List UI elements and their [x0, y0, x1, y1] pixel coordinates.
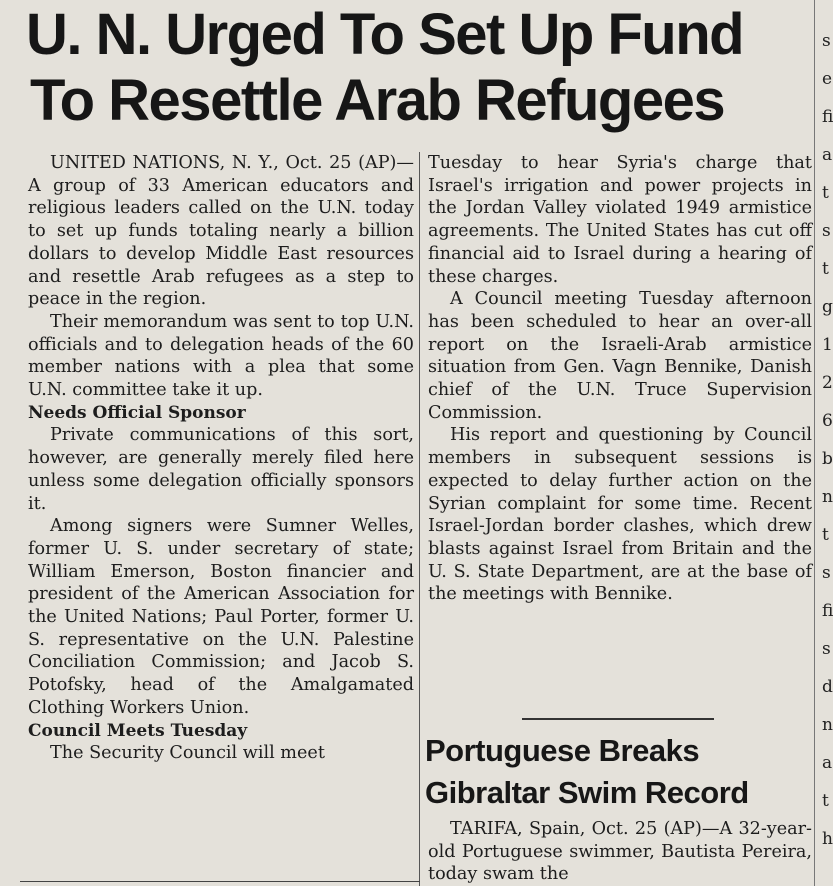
edge-letter: a — [822, 145, 833, 165]
article-paragraph: Tuesday to hear Syria's charge that Israel's irrigation and power projects in the Jordan Valley violated 1949 armistice agreements. The United States has cut off financial aid to Israel during a hearing of these charges. — [428, 153, 812, 287]
edge-letter: 1 — [822, 335, 833, 355]
article-paragraph: Among signers were Sumner Welles, former U. S. under secretary of state; William Emerson, Boston financier and president of the American Association for the United Nations; Paul Porter, former U. S. representative on the U.N. Palestine Conciliation Commission; and Jacob S. Potofsky, head of the Amalgamated Clothing Workers Union. — [28, 516, 414, 718]
second-headline-line-2: Gibraltar Swim Record — [425, 775, 749, 810]
second-story-column — [428, 818, 812, 886]
article-paragraph: Private communications of this sort, however, are generally merely filed here unless some delegation officially sponsors it. — [28, 425, 414, 514]
article-paragraph: UNITED NATIONS, N. Y., Oct. 25 (AP)—A group of 33 American educators and religious leaders called on the U.N. today to set up funds totaling nearly a billion dollars to develop Middle East resources and resettle Arab refugees as a step to peace in the region. — [28, 153, 414, 310]
edge-letter: s — [822, 31, 831, 51]
article-paragraph: The Security Council will meet — [50, 743, 325, 764]
subheading: Needs Official Sponsor — [28, 402, 246, 423]
second-headline-line-1: Portuguese Breaks — [425, 733, 700, 768]
headline-line-1: U. N. Urged To Set Up Fund — [26, 2, 744, 67]
right-column — [428, 152, 812, 606]
edge-letter: s — [822, 639, 831, 659]
edge-letter: b — [822, 449, 833, 469]
subheading: Council Meets Tuesday — [28, 720, 248, 741]
left-column — [28, 152, 414, 765]
edge-letter: 6 — [822, 411, 833, 431]
bottom-rule — [20, 881, 420, 882]
edge-letter: n — [822, 487, 833, 507]
edge-letter: fi — [822, 601, 833, 621]
second-headline — [425, 730, 805, 814]
column-divider — [419, 152, 420, 886]
edge-letter: e — [822, 69, 833, 89]
edge-letter: fi — [822, 107, 833, 127]
article-paragraph: A Council meeting Tuesday afternoon has been scheduled to hear an over-all report on the Israeli-Arab armistice situation from Gen. Vagn Bennike, Danish chief of the U.N. Truce Supervision Commission. — [428, 289, 812, 423]
edge-letter: t — [822, 525, 829, 545]
edge-letter: g — [822, 297, 833, 317]
edge-letter: h — [822, 829, 833, 849]
edge-letter: s — [822, 563, 831, 583]
main-headline — [26, 2, 816, 134]
edge-letter: t — [822, 791, 829, 811]
edge-column-divider — [814, 0, 815, 886]
headline-line-2: To Resettle Arab Refugees — [30, 68, 725, 133]
edge-letter: t — [822, 259, 829, 279]
edge-letter: t — [822, 183, 829, 203]
article-paragraph: Their memorandum was sent to top U.N. officials and to delegation heads of the 60 member nations with a plea that some U.N. committee take it up. — [28, 311, 414, 401]
edge-letter: a — [822, 753, 833, 773]
edge-letter: 2 — [822, 373, 833, 393]
edge-letter: s — [822, 221, 831, 241]
adjacent-column-fragment — [820, 0, 833, 886]
article-paragraph: TARIFA, Spain, Oct. 25 (AP)—A 32-year-old Portuguese swimmer, Bautista Pereira, today swam the — [428, 819, 812, 885]
edge-letter: n — [822, 715, 833, 735]
article-paragraph: His report and questioning by Council members in subsequent sessions is expected to delay further action on the Syrian complaint for some time. Recent Israel-Jordan border clashes, which drew blasts against Israel from Britain and the U. S. State Department, are at the base of the meetings with Bennike. — [428, 425, 812, 605]
edge-letter: d — [822, 677, 833, 697]
story-divider — [522, 718, 714, 720]
